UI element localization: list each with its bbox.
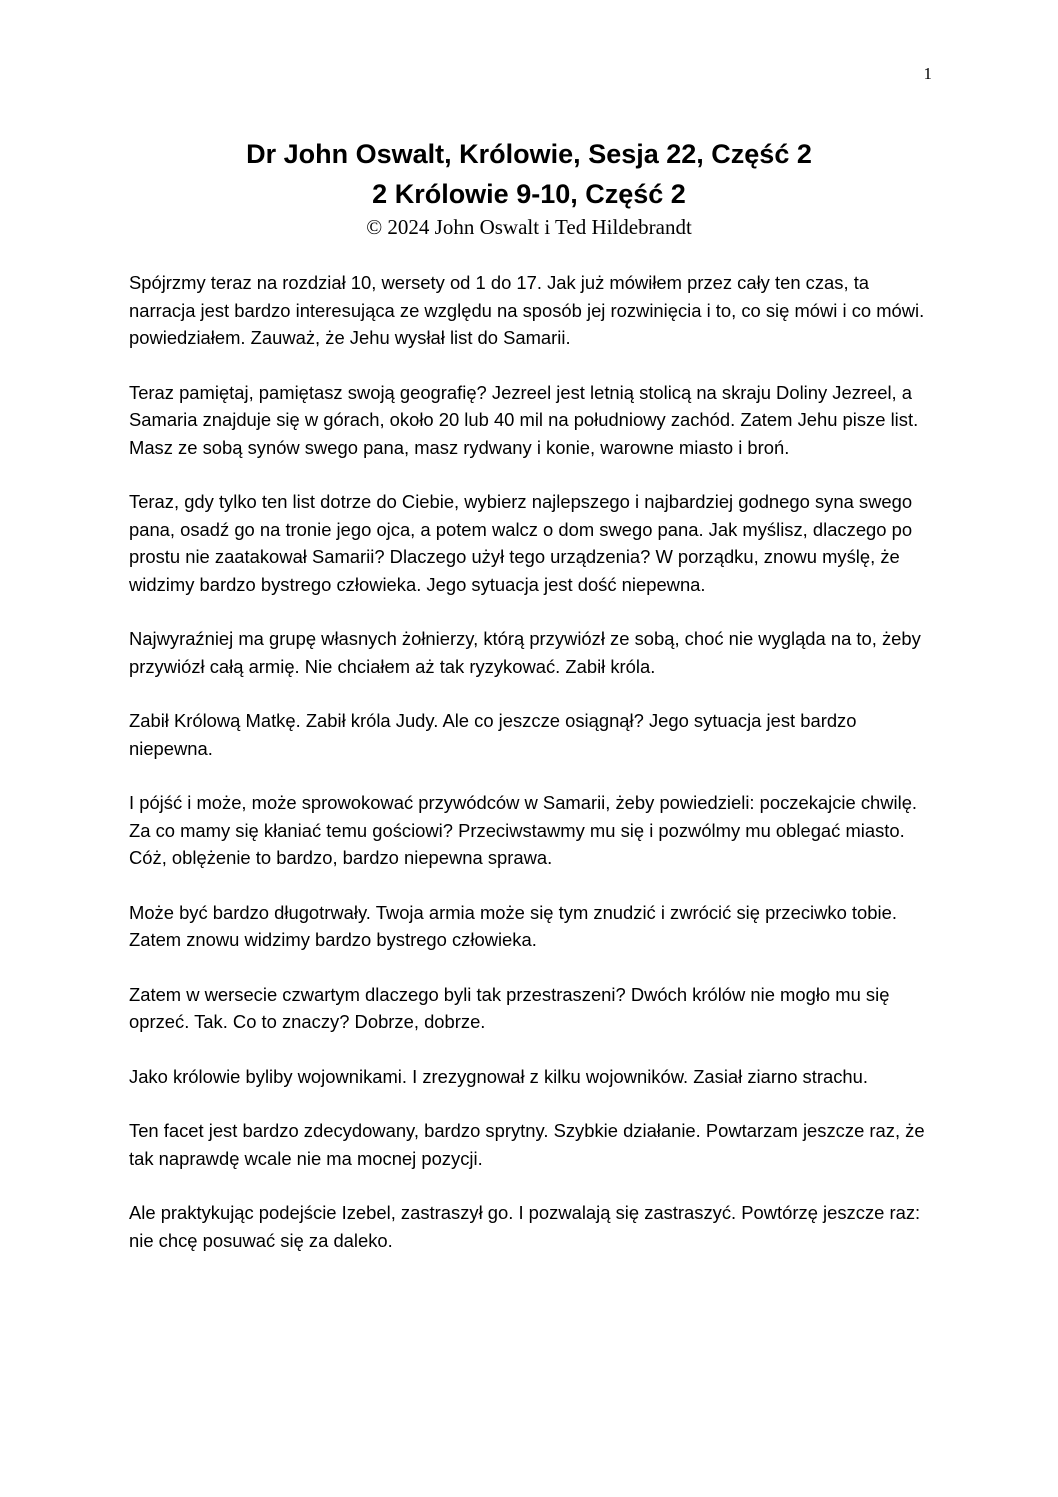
paragraph: Ale praktykując podejście Izebel, zastraszył go. I pozwalają się zastraszyć. Powtórzę jeszcze raz: nie chcę posuwać się za daleko.	[129, 1202, 921, 1251]
paragraph: Jako królowie byliby wojownikami. I zrezygnował z kilku wojowników. Zasiał ziarno strachu.	[129, 1065, 868, 1087]
page-number: 1	[923, 64, 932, 83]
document-title: Dr John Oswalt, Królowie, Sesja 22, Część 2	[246, 139, 812, 169]
paragraph: Spójrzmy teraz na rozdział 10, wersety od 1 do 17. Jak już mówiłem przez cały ten czas, ta narracja jest bardzo interesująca ze względu na sposób jej rozwinięcia i to, co się mówi i co mówi. powiedziałem. Zauważ, że Jehu wysłał list do Samarii.	[129, 272, 925, 348]
paragraph: Teraz pamiętaj, pamiętasz swoją geografię? Jezreel jest letnią stolicą na skraju Doliny Jezreel, a Samaria znajduje się w górach, około 20 lub 40 mil na południowy zachód. Zatem Jehu pisze list. Masz ze sobą synów swego pana, masz rydwany i konie, warowne miasto i broń.	[129, 381, 919, 458]
paragraph: Zabił Królową Matkę. Zabił króla Judy. Ale co jeszcze osiągnął? Jego sytuacja jest bardzo niepewna.	[129, 710, 857, 759]
paragraph: Zatem w wersecie czwartym dlaczego byli tak przestraszeni? Dwóch królów nie mogło mu się oprzeć. Tak. Co to znaczy? Dobrze, dobrze.	[129, 983, 890, 1032]
document-body	[129, 269, 929, 1281]
paragraph: Może być bardzo długotrwały. Twoja armia może się tym znudzić i zwrócić się przeciwko tobie. Zatem znowu widzimy bardzo bystrego człowieka.	[129, 901, 897, 950]
paragraph: Ten facet jest bardzo zdecydowany, bardzo sprytny. Szybkie działanie. Powtarzam jeszcze raz, że tak naprawdę wcale nie ma mocnej pozycji.	[129, 1120, 925, 1169]
document-header	[0, 134, 1058, 240]
document-subtitle: 2 Królowie 9-10, Część 2	[372, 179, 686, 209]
paragraph: Teraz, gdy tylko ten list dotrze do Ciebie, wybierz najlepszego i najbardziej godnego syna swego pana, osadź go na tronie jego ojca, a potem walcz o dom swego pana. Jak myślisz, dlaczego po prostu nie zaatakował Samarii? Dlaczego użył tego urządzenia? W porządku, znowu myślę, że widzimy bardzo bystrego człowieka. Jego sytuacja jest dość niepewna.	[129, 491, 913, 595]
paragraph: Najwyraźniej ma grupę własnych żołnierzy, którą przywiózł ze sobą, choć nie wygląda na to, żeby przywiózł całą armię. Nie chciałem aż tak ryzykować. Zabił króla.	[129, 628, 921, 677]
copyright-notice: © 2024 John Oswalt i Ted Hildebrandt	[366, 215, 692, 239]
paragraph: I pójść i może, może sprowokować przywódców w Samarii, żeby powiedzieli: poczekajcie chwilę. Za co mamy się kłaniać temu gościowi? Przeciwstawmy mu się i pozwólmy mu oblegać miasto. Cóż, oblężenie to bardzo, bardzo niepewna sprawa.	[129, 792, 918, 868]
